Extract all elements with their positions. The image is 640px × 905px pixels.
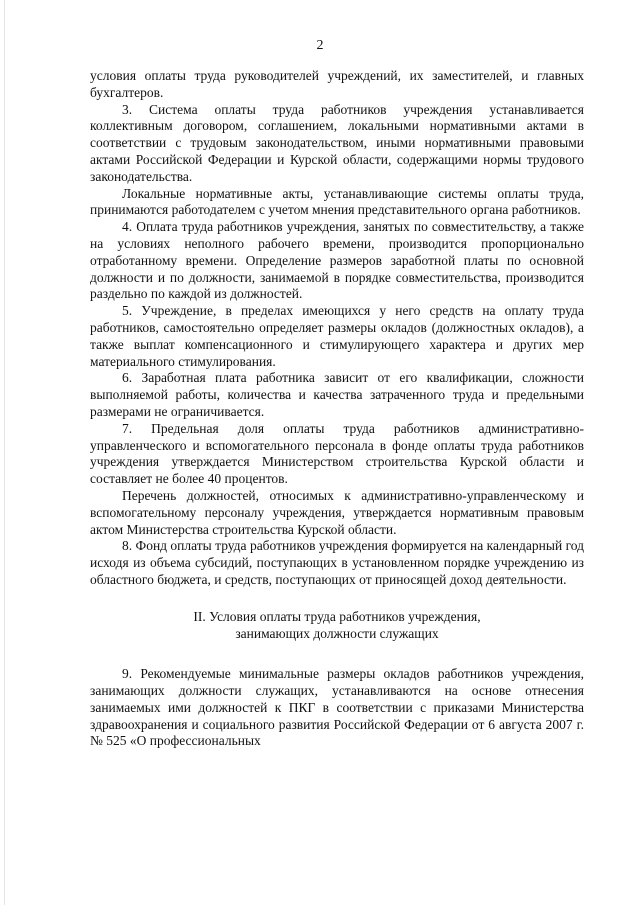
paragraph-3-local-acts: Локальные нормативные акты, устанавливающие системы оплаты труда, принимаются работодателем с учетом мнения представительного органа работников. [90,185,584,218]
paragraph-3: 3. Система оплаты труда работников учреждения устанавливается коллективным договором, соглашением, локальными нормативными актами в соответствии с трудовым законодательством, иными нормативными правовыми актами Российской Федерации и Курской области, содержащими нормы трудового законодательства. [90,101,584,184]
paragraph-continuation: условия оплаты труда руководителей учреждений, их заместителей, и главных бухгалтеров. [90,68,584,100]
paragraph-8: 8. Фонд оплаты труда работников учреждения формируется на календарный год исходя из объема субсидий, поступающих в установленном порядке учреждению из областного бюджета, и средств, поступающих от приносящей доход деятельности. [90,538,584,587]
paragraph-4: 4. Оплата труда работников учреждения, занятых по совместительству, а также на условиях неполного рабочего времени, производится пропорционально отработанному времени. Определение размеров заработной платы по основной должности и по должности, занимаемой в порядке совместительства, производится раздельно по каждой из должностей. [90,219,584,302]
section-heading-line-1: II. Условия оплаты труда работников учреждения, [193,608,481,624]
section-heading-line-2: занимающих должности служащих [235,625,439,641]
paragraph-5: 5. Учреждение, в пределах имеющихся у него средств на оплату труда работников, самостоятельно определяет размеры окладов (должностных окладов), а также выплат компенсационного и стимулирующего характера и других мер материального стимулирования. [90,303,584,369]
scan-edge-line [4,0,5,905]
paragraph-6: 6. Заработная плата работника зависит от его квалификации, сложности выполняемой работы, количества и качества затраченного труда и предельными размерами не ограничивается. [90,370,584,419]
paragraph-9: 9. Рекомендуемые минимальные размеры окладов работников учреждения, занимающих должности служащих, устанавливаются на основе отнесения занимаемых ими должностей к ПКГ в соответствии с приказами Министерства здравоохранения и социального развития Российской Федерации от 6 августа 2007 г. № 525 «О профессиональных [90,666,584,749]
page-number: 2 [316,38,324,53]
paragraph-7-list: Перечень должностей, относимых к административно-управленческому и вспомогательному персоналу учреждения, утверждается нормативным правовым актом Министерства строительства Курской области. [90,487,584,537]
section-heading [90,609,584,643]
document-body [90,68,584,750]
paragraph-7: 7. Предельная доля оплаты труда работников административно-управленческого и вспомогательного персонала в фонде оплаты труда работников учреждения утверждается Министерством строительства Курской области и составляет не более 40 процентов. [90,420,584,487]
